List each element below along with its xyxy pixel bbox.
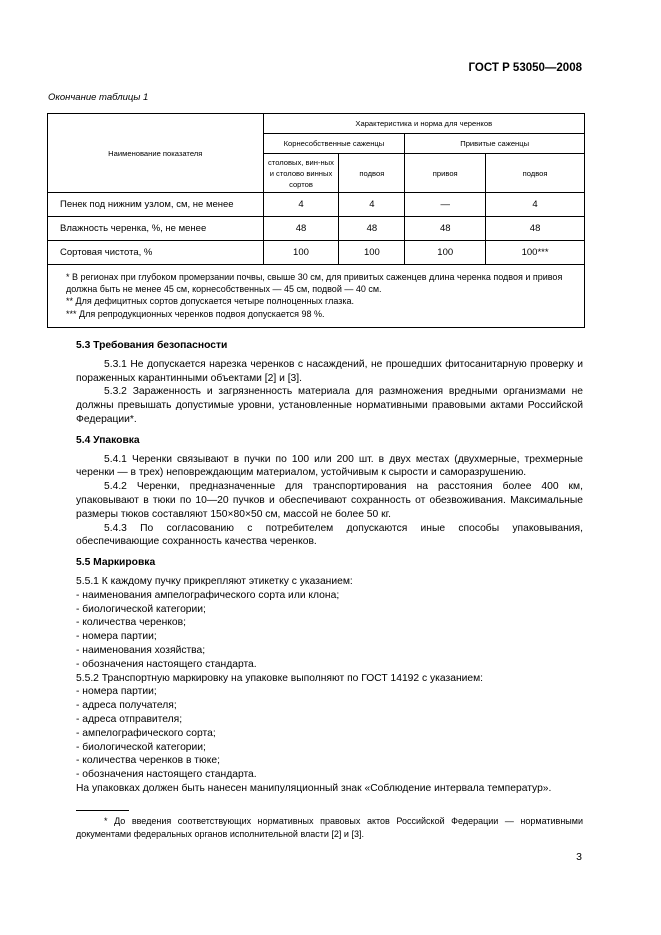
column-header: привоя xyxy=(405,154,486,193)
section-heading-packaging: 5.4 Упаковка xyxy=(76,434,140,446)
list-item: - адреса получателя; xyxy=(76,700,177,712)
subheader-own-rooted: Корнесобственные саженцы xyxy=(263,134,405,154)
table-cell: — xyxy=(405,193,486,217)
list-item: - номера партии; xyxy=(76,686,157,698)
column-header: подвоя xyxy=(339,154,405,193)
footnote: * До введения соответствующих нормативных правовых актов Российской Федерации — нормативными документами федеральных органов исполнительной власти [2] и [3]. xyxy=(76,816,583,839)
paragraph-5-4-2: 5.4.2 Черенки, предназначенные для транспортирования на расстояния более 400 км, упаковывают в тюки по 10—20 пучков и обеспечивают сохранность от обезвоживания. Максимальные размеры тюков составляют 150×80×50 см, массой не более 50 кг. xyxy=(76,481,583,520)
page-number: 3 xyxy=(576,851,582,863)
table-cell: 4 xyxy=(339,193,405,217)
table-note: * В регионах при глубоком промерзании почвы, свыше 30 см, для привитых саженцев длина черенка подвоя и привоя должна быть не менее 45 см, корнесобственных — 45 см, подвой — 40 см. xyxy=(66,272,563,295)
list-item: - адреса отправителя; xyxy=(76,713,183,725)
paragraph-5-5-1: 5.5.1 К каждому пучку прикрепляют этикетку с указанием: xyxy=(76,575,353,587)
table-cell: 100 xyxy=(263,241,339,265)
section-heading-safety: 5.3 Требования безопасности xyxy=(76,340,228,351)
table-cell: 4 xyxy=(486,193,585,217)
table-cell: 48 xyxy=(263,217,339,241)
list-item: - обозначения настоящего стандарта. xyxy=(76,769,257,781)
table-cell: 4 xyxy=(263,193,339,217)
paragraph-5-5-2: 5.5.2 Транспортную маркировку на упаковке выполняют по ГОСТ 14192 с указанием: xyxy=(76,672,484,684)
paragraph-handling-sign: На упаковках должен быть нанесен манипуляционный знак «Соблюдение интервала температур». xyxy=(76,782,552,794)
column-group-header: Характеристика и норма для черенков xyxy=(263,114,584,134)
table-cell: 100 xyxy=(405,241,486,265)
table-cell: 100 xyxy=(339,241,405,265)
paragraph-5-4-3: 5.4.3 По согласованию с потребителем допускаются иные способы упаковывания, обеспечивающие сохранность качества черенков. xyxy=(76,522,583,548)
characteristics-table xyxy=(47,113,585,328)
column-header: подвоя xyxy=(486,154,585,193)
table-cell: 48 xyxy=(339,217,405,241)
row-label: Влажность черенка, %, не менее xyxy=(48,217,264,241)
table-row xyxy=(48,241,585,265)
list-item: - ампелографического сорта; xyxy=(76,727,216,739)
table-cell: 100*** xyxy=(486,241,585,265)
list-item: - количества черенков в тюке; xyxy=(76,755,220,767)
table-row xyxy=(48,193,585,217)
table-note: ** Для дефицитных сортов допускается четыре полноценных глазка. xyxy=(66,296,355,307)
table-note: *** Для репродукционных черенков подвоя допускается 98 %. xyxy=(66,308,325,319)
table-cell: 48 xyxy=(405,217,486,241)
document-standard-header: ГОСТ Р 53050—2008 xyxy=(468,62,582,74)
table-cell: 48 xyxy=(486,217,585,241)
row-label: Сортовая чистота, % xyxy=(48,241,264,265)
subheader-grafted: Привитые саженцы xyxy=(405,134,585,154)
table-row xyxy=(48,217,585,241)
list-item: - биологической категории; xyxy=(76,741,206,753)
paragraph-5-3-2: 5.3.2 Зараженность и загрязненность материала для размножения вредными организмами не должны превышать допустимые уровни, установленные нормативными правовыми актами Российской Федерации*. xyxy=(76,386,583,425)
row-label: Пенек под нижним узлом, см, не менее xyxy=(48,193,264,217)
footnote-separator xyxy=(76,810,129,811)
list-item: - номера партии; xyxy=(76,631,157,643)
table-notes xyxy=(48,265,585,328)
table-caption: Окончание таблицы 1 xyxy=(48,92,149,103)
list-item: - наименования ампелографического сорта или клона; xyxy=(76,589,340,601)
column-header-indicator: Наименование показателя xyxy=(48,114,264,193)
paragraph-5-3-1: 5.3.1 Не допускается нарезка черенков с насаждений, не прошедших фитосанитарную проверку и пораженных карантинными объектами [2] и [3]. xyxy=(76,358,583,384)
list-item: - количества черенков; xyxy=(76,617,186,629)
list-item: - наименования хозяйства; xyxy=(76,644,206,656)
document-body xyxy=(76,339,583,796)
list-item: - обозначения настоящего стандарта. xyxy=(76,658,257,670)
section-heading-marking: 5.5 Маркировка xyxy=(76,557,156,569)
list-item: - биологической категории; xyxy=(76,603,206,615)
column-header: столовых, вин-ных и столово винных сортов xyxy=(263,154,339,193)
paragraph-5-4-1: 5.4.1 Черенки связывают в пучки по 100 или 200 шт. в двух местах (двухмерные, трехмерные черенки — в трех) неповреждающим материалом, устойчивым к сырости и саморазрушению. xyxy=(76,453,583,479)
